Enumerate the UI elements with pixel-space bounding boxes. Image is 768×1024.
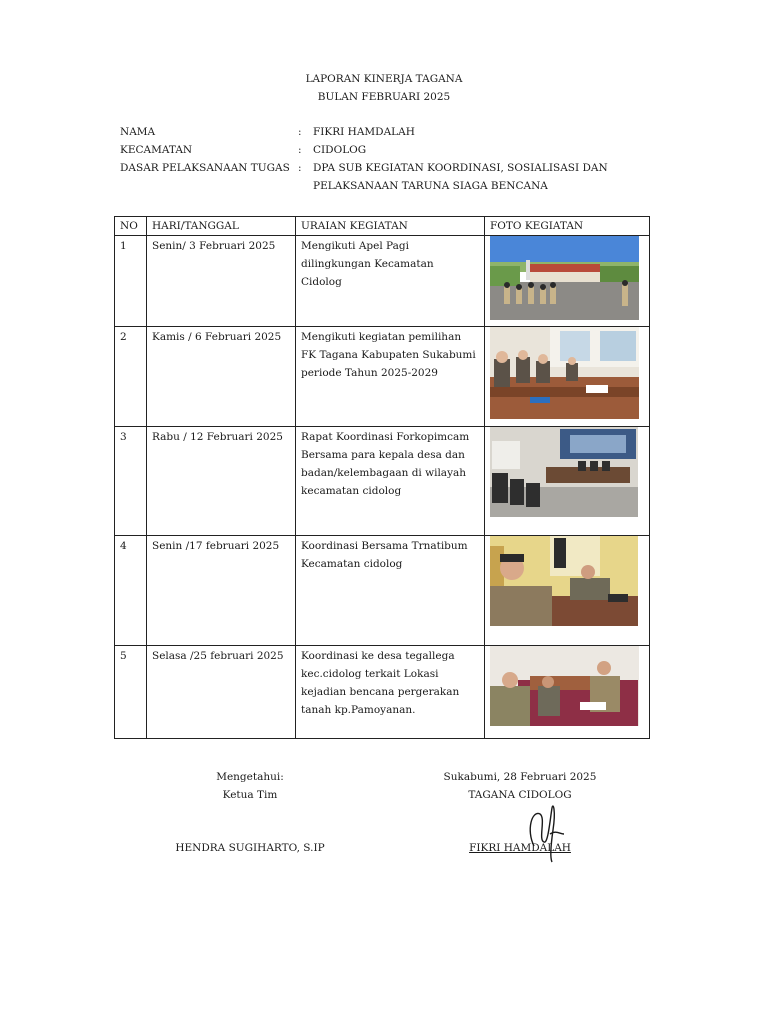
row-date: Senin/ 3 Februari 2025 <box>147 236 296 327</box>
desc-line: kejadian bencana pergerakan <box>301 686 460 698</box>
desc-line: FK Tagana Kabupaten Sukabumi <box>301 349 476 361</box>
team-lead-title: Ketua Tim <box>222 789 278 801</box>
organization-title: TAGANA CIDOLOG <box>468 789 572 801</box>
activity-photo-pemilihan <box>490 327 639 419</box>
header-date: HARI/TANGGAL <box>147 217 296 236</box>
kecamatan-label: KECAMATAN <box>120 144 193 156</box>
table-row <box>115 327 650 427</box>
header-photo: FOTO KEGIATAN <box>485 217 650 236</box>
nama-label: NAMA <box>120 126 156 138</box>
desc-line: Bersama para kepala desa dan <box>301 449 465 461</box>
row-desc <box>296 536 485 646</box>
header-desc: URAIAN KEGIATAN <box>296 217 485 236</box>
desc-line: Mengikuti Apel Pagi <box>301 240 409 252</box>
document-subtitle: BULAN FEBRUARI 2025 <box>317 91 451 103</box>
colon: : <box>298 144 302 156</box>
desc-line: Koordinasi Bersama Trnatibum <box>301 540 468 552</box>
row-no: 3 <box>115 427 147 536</box>
row-date: Selasa /25 februari 2025 <box>147 646 296 739</box>
kecamatan-value: CIDOLOG <box>313 144 367 156</box>
team-lead-name: HENDRA SUGIHARTO, S.IP <box>175 842 325 854</box>
desc-line: Kecamatan cidolog <box>301 558 403 570</box>
row-desc <box>296 427 485 536</box>
row-desc <box>296 236 485 327</box>
row-no: 2 <box>115 327 147 427</box>
colon: : <box>298 126 302 138</box>
table-header-row <box>115 217 650 236</box>
activity-photo-trantibum <box>490 536 639 626</box>
row-date: Rabu / 12 Februari 2025 <box>147 427 296 536</box>
dasar-value-line1: DPA SUB KEGIATAN KOORDINASI, SOSIALISASI DAN <box>313 162 608 174</box>
row-desc <box>296 327 485 427</box>
row-photo <box>485 536 650 646</box>
desc-line: kecamatan cidolog <box>301 485 402 497</box>
document-title: LAPORAN KINERJA TAGANA <box>305 73 463 85</box>
activity-photo-rapat <box>490 427 639 517</box>
table-row <box>115 427 650 536</box>
activity-table <box>114 216 650 739</box>
row-photo <box>485 646 650 739</box>
table-row <box>115 536 650 646</box>
row-desc <box>296 646 485 739</box>
place-date: Sukabumi, 28 Februari 2025 <box>443 771 597 783</box>
signature-image <box>520 800 570 864</box>
row-no: 1 <box>115 236 147 327</box>
header-no: NO <box>115 217 147 236</box>
desc-line: Rapat Koordinasi Forkopimcam <box>301 431 470 443</box>
desc-line: tanah kp.Pamoyanan. <box>301 704 416 716</box>
row-photo <box>485 427 650 536</box>
reporter-name: FIKRI HAMDALAH <box>469 842 571 854</box>
dasar-label: DASAR PELAKSANAAN TUGAS <box>120 162 290 174</box>
desc-line: Koordinasi ke desa tegallega <box>301 650 455 662</box>
colon: : <box>298 162 302 174</box>
nama-value: FIKRI HAMDALAH <box>313 126 415 138</box>
desc-line: dilingkungan Kecamatan <box>301 258 434 270</box>
desc-line: Cidolog <box>301 276 342 288</box>
row-no: 4 <box>115 536 147 646</box>
row-photo <box>485 327 650 427</box>
activity-photo-apel <box>490 236 639 320</box>
desc-line: Mengikuti kegiatan pemilihan <box>301 331 462 343</box>
activity-photo-tegallega <box>490 646 639 726</box>
row-photo <box>485 236 650 327</box>
desc-line: badan/kelembagaan di wilayah <box>301 467 467 479</box>
table-row <box>115 646 650 739</box>
desc-line: kec.cidolog terkait Lokasi <box>301 668 439 680</box>
row-no: 5 <box>115 646 147 739</box>
dasar-value-line2: PELAKSANAAN TARUNA SIAGA BENCANA <box>313 180 548 192</box>
row-date: Senin /17 februari 2025 <box>147 536 296 646</box>
row-date: Kamis / 6 Februari 2025 <box>147 327 296 427</box>
desc-line: periode Tahun 2025-2029 <box>301 367 438 379</box>
acknowledged-label: Mengetahui: <box>216 771 284 783</box>
table-row <box>115 236 650 327</box>
